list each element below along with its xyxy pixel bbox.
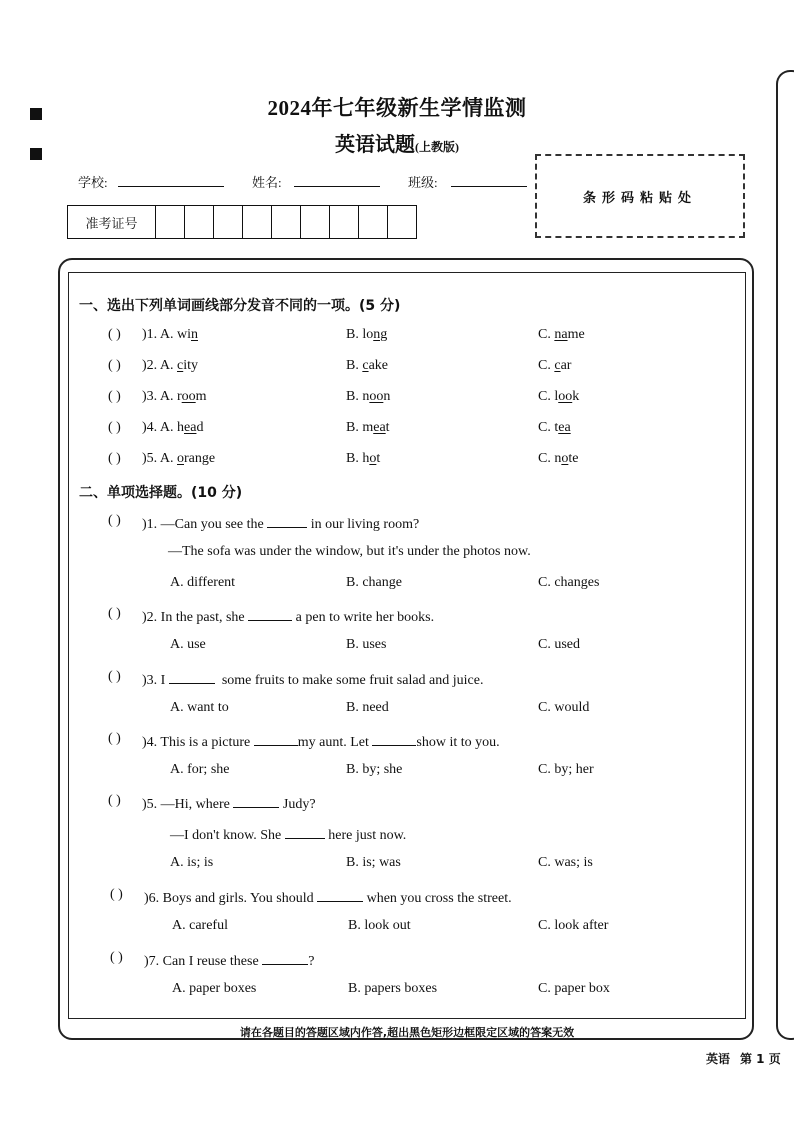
admission-cell[interactable] <box>156 206 185 238</box>
q5-option-b[interactable]: B. is; was <box>346 855 401 870</box>
q6-option-a[interactable]: A. careful <box>172 918 228 933</box>
class-field[interactable] <box>451 186 527 187</box>
exam-title: 2024年七年级新生学情监测 <box>267 96 527 120</box>
q3-option-a[interactable]: A. want to <box>170 700 229 715</box>
page-number: 第 1 页 <box>740 1052 781 1066</box>
q7-option-b[interactable]: B. papers boxes <box>348 981 438 996</box>
q3-option-b[interactable]: B. need <box>346 700 389 715</box>
question-option-a: )1. A. win <box>142 327 198 342</box>
answer-paren[interactable]: ( ) <box>108 513 121 528</box>
section1-heading: 一、选出下列单词画线部分发音不同的一项。(5 分) <box>79 298 401 314</box>
question-option-b: B. meat <box>346 420 390 435</box>
q1-dialog-line: —The sofa was under the window, but it's under the photos now. <box>168 544 531 559</box>
q1-option-c[interactable]: C. changes <box>538 575 600 590</box>
answer-paren[interactable]: ( ) <box>110 950 123 965</box>
admission-cell[interactable] <box>272 206 301 238</box>
q2-option-b[interactable]: B. uses <box>346 637 387 652</box>
q2-option-a[interactable]: A. use <box>170 637 206 652</box>
admission-cell[interactable] <box>185 206 214 238</box>
answer-blank <box>317 887 363 902</box>
question-option-b: B. cake <box>346 358 388 373</box>
answer-blank <box>254 731 298 746</box>
admission-cell[interactable] <box>301 206 330 238</box>
q5-option-c[interactable]: C. was; is <box>538 855 593 870</box>
q1-option-a[interactable]: A. different <box>170 575 236 590</box>
question-option-a: )3. A. room <box>142 389 207 404</box>
answer-blank <box>267 513 307 528</box>
answer-blank <box>262 950 308 965</box>
q4-option-c[interactable]: C. by; her <box>538 762 594 777</box>
answer-paren[interactable]: ( ) <box>108 731 121 746</box>
name-label: 姓名: <box>252 175 282 190</box>
section2-heading: 二、单项选择题。(10 分) <box>79 485 243 501</box>
q5-option-a[interactable]: A. is; is <box>170 855 214 870</box>
q2-stem: )2. In the past, she a pen to write her books. <box>142 606 434 626</box>
q7-stem: )7. Can I reuse these ? <box>144 950 314 970</box>
question-option-a: )5. A. orange <box>142 451 216 466</box>
q4-stem: )4. This is a picture my aunt. Let show it to you. <box>142 731 500 751</box>
answer-paren[interactable]: ( ) <box>110 887 123 902</box>
answer-blank <box>248 606 292 621</box>
admission-cell[interactable] <box>214 206 243 238</box>
admission-cell[interactable] <box>359 206 388 238</box>
q6-option-c[interactable]: C. look after <box>538 918 609 933</box>
q6-stem: )6. Boys and girls. You should when you cross the street. <box>144 887 512 907</box>
q5-stem: )5. —Hi, where Judy? <box>142 793 316 813</box>
footer-subject: 英语 <box>706 1052 731 1066</box>
question-option-a: )4. A. head <box>142 420 204 435</box>
admission-cell[interactable] <box>388 206 416 238</box>
admission-label: 准考证号 <box>68 206 156 238</box>
barcode-label: 条形码粘贴处 <box>582 190 697 206</box>
q1-option-b[interactable]: B. change <box>346 575 402 590</box>
q1-stem: )1. —Can you see the in our living room? <box>142 513 419 533</box>
question-option-c: C. note <box>538 451 579 466</box>
barcode-area <box>535 154 745 238</box>
q4-option-b[interactable]: B. by; she <box>346 762 403 777</box>
answer-paren[interactable]: ( ) <box>108 420 121 435</box>
question-option-b: B. hot <box>346 451 381 466</box>
class-label: 班级: <box>408 175 438 190</box>
q7-option-a[interactable]: A. paper boxes <box>172 981 257 996</box>
question-option-a: )2. A. city <box>142 358 198 373</box>
answer-blank <box>169 669 215 684</box>
school-field[interactable] <box>118 186 224 187</box>
adjacent-page-edge <box>776 70 794 1040</box>
school-label: 学校: <box>78 175 108 190</box>
q3-stem: )3. I some fruits to make some fruit salad and juice. <box>142 669 483 689</box>
name-field[interactable] <box>294 186 380 187</box>
answer-paren[interactable]: ( ) <box>108 327 121 342</box>
q5-dialog-line: —I don't know. She here just now. <box>170 824 406 844</box>
question-option-c: C. tea <box>538 420 571 435</box>
admission-cell[interactable] <box>243 206 272 238</box>
q4-option-a[interactable]: A. for; she <box>170 762 230 777</box>
answer-paren[interactable]: ( ) <box>108 358 121 373</box>
admission-cell[interactable] <box>330 206 359 238</box>
answer-paren[interactable]: ( ) <box>108 793 121 808</box>
question-option-b: B. noon <box>346 389 391 404</box>
q2-option-c[interactable]: C. used <box>538 637 580 652</box>
question-option-c: C. name <box>538 327 585 342</box>
answer-paren[interactable]: ( ) <box>108 669 121 684</box>
answer-blank <box>233 793 279 808</box>
answer-area-notice: 请在各题目的答题区域内作答,超出黑色矩形边框限定区域的答案无效 <box>239 1026 575 1039</box>
exam-subtitle <box>0 128 794 157</box>
q7-option-c[interactable]: C. paper box <box>538 981 610 996</box>
edition-label: (上教版) <box>415 140 459 154</box>
question-option-c: C. car <box>538 358 572 373</box>
subject-title: 英语试题 <box>335 134 415 156</box>
answer-paren[interactable]: ( ) <box>108 451 121 466</box>
answer-blank <box>372 731 416 746</box>
question-option-b: B. long <box>346 327 388 342</box>
answer-blank <box>285 824 325 839</box>
q3-option-c[interactable]: C. would <box>538 700 590 715</box>
answer-paren[interactable]: ( ) <box>108 606 121 621</box>
question-option-c: C. look <box>538 389 580 404</box>
answer-paren[interactable]: ( ) <box>108 389 121 404</box>
q6-option-b[interactable]: B. look out <box>348 918 411 933</box>
admission-number-grid <box>67 205 417 239</box>
